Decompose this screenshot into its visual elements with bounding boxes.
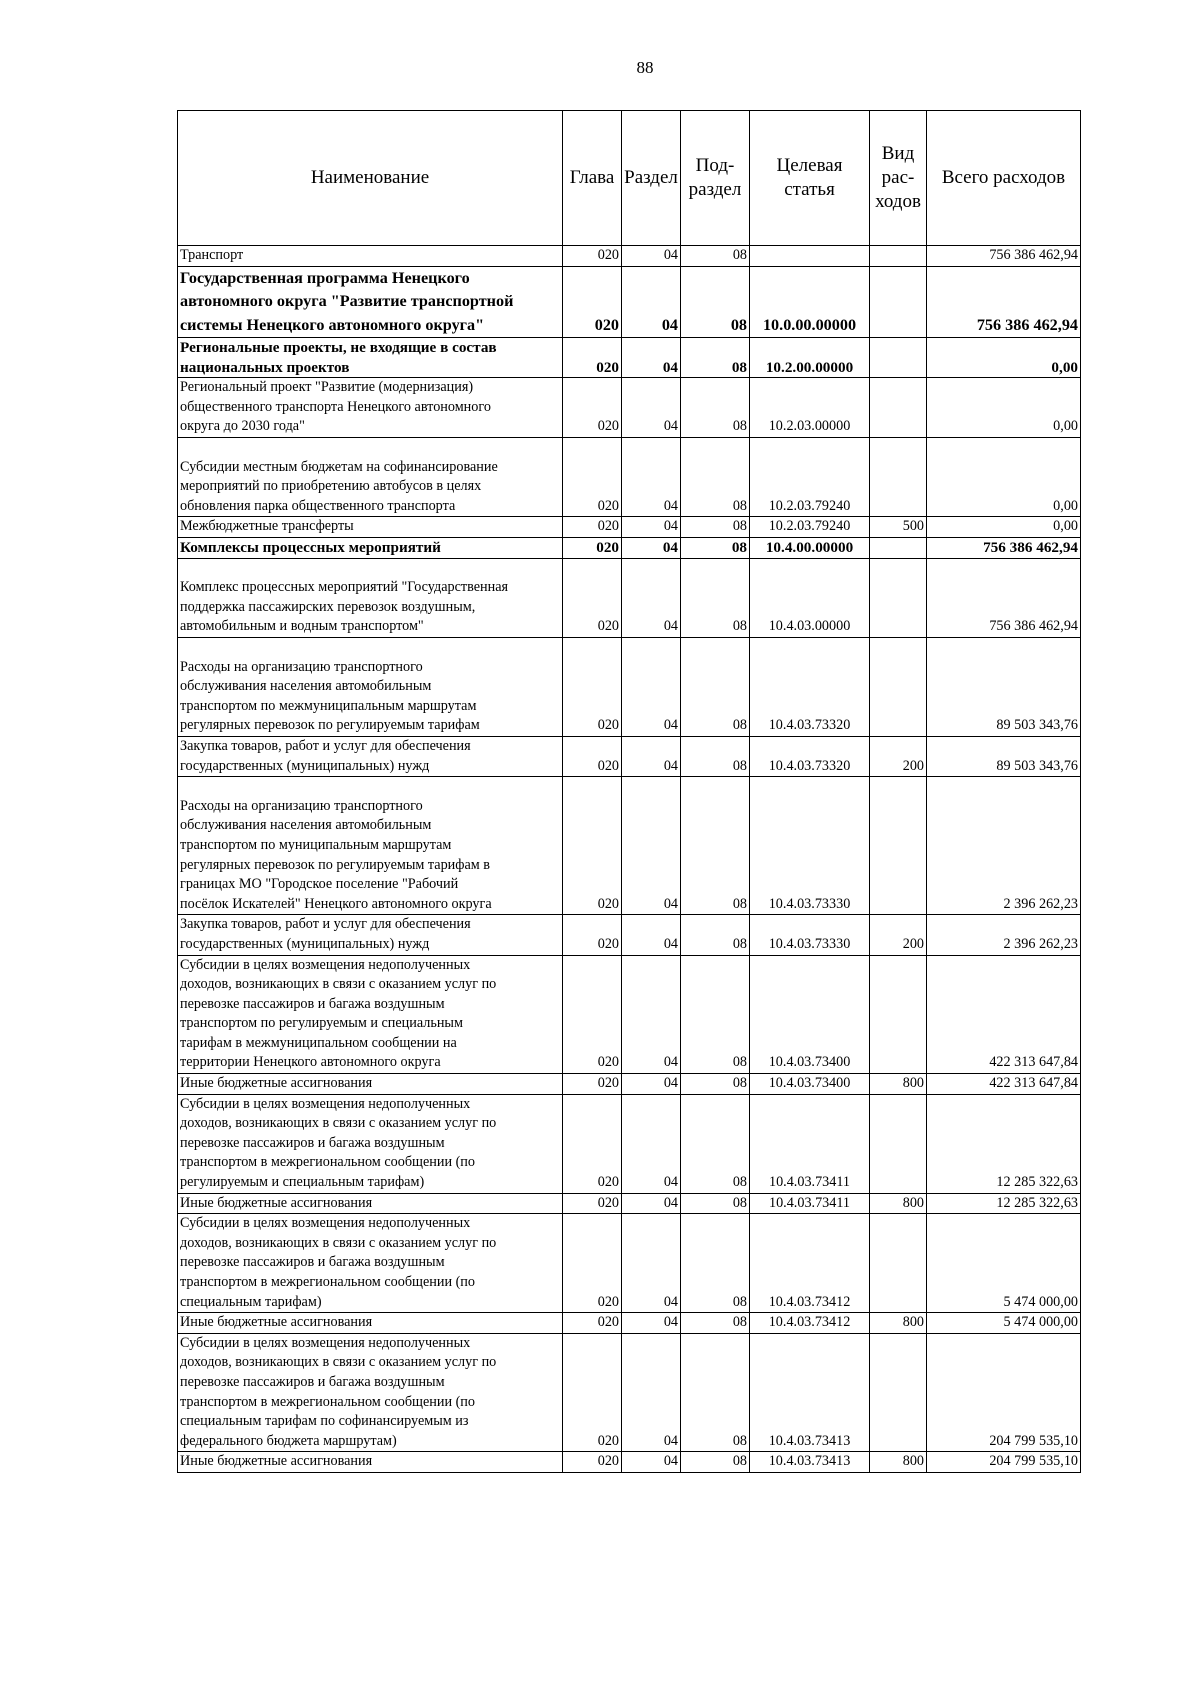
table-row — [178, 777, 1081, 915]
cell-statya: 10.2.00.00000 — [750, 338, 870, 378]
cell-glava: 020 — [563, 736, 622, 776]
header-vid-line: Вид — [881, 143, 915, 164]
cell-razdel: 04 — [622, 777, 681, 915]
table-row — [178, 1214, 1081, 1313]
cell-total: 0,00 — [927, 517, 1081, 538]
cell-vid — [870, 955, 927, 1074]
cell-total: 756 386 462,94 — [927, 538, 1081, 559]
header-name: Наименование — [178, 111, 563, 246]
cell-total: 89 503 343,76 — [927, 736, 1081, 776]
cell-statya: 10.4.03.73411 — [750, 1193, 870, 1214]
cell-vid — [870, 378, 927, 438]
header-podrazdel-line: раздел — [688, 179, 742, 200]
cell-vid — [870, 246, 927, 267]
cell-podrazdel: 08 — [681, 338, 750, 378]
table-row — [178, 955, 1081, 1074]
table-row — [178, 1074, 1081, 1095]
cell-statya: 10.4.03.73400 — [750, 1074, 870, 1095]
cell-statya: 10.4.03.73320 — [750, 736, 870, 776]
cell-podrazdel: 08 — [681, 777, 750, 915]
table-row — [178, 338, 1081, 378]
cell-name: Комплексы процессных мероприятий — [178, 538, 563, 559]
cell-vid: 500 — [870, 517, 927, 538]
table-row — [178, 1193, 1081, 1214]
cell-razdel: 04 — [622, 1452, 681, 1473]
cell-glava: 020 — [563, 955, 622, 1074]
cell-total: 422 313 647,84 — [927, 955, 1081, 1074]
cell-podrazdel: 08 — [681, 538, 750, 559]
cell-name: Субсидии местным бюджетам на софинансирование мероприятий по приобретению автобусов в целях обновления парка общественного транспорта — [178, 438, 563, 517]
table-row — [178, 915, 1081, 955]
cell-name: Межбюджетные трансферты — [178, 517, 563, 538]
cell-glava: 020 — [563, 538, 622, 559]
cell-podrazdel: 08 — [681, 915, 750, 955]
cell-vid — [870, 538, 927, 559]
cell-glava: 020 — [563, 517, 622, 538]
cell-statya: 10.4.03.73330 — [750, 915, 870, 955]
cell-vid — [870, 777, 927, 915]
table-row — [178, 736, 1081, 776]
cell-total: 89 503 343,76 — [927, 638, 1081, 737]
cell-podrazdel: 08 — [681, 638, 750, 737]
cell-podrazdel: 08 — [681, 955, 750, 1074]
table-row — [178, 517, 1081, 538]
cell-name: Иные бюджетные ассигнования — [178, 1193, 563, 1214]
table-row — [178, 1313, 1081, 1334]
cell-vid: 800 — [870, 1193, 927, 1214]
cell-total: 756 386 462,94 — [927, 246, 1081, 267]
cell-total: 756 386 462,94 — [927, 266, 1081, 338]
header-statya-line: Целевая — [776, 155, 843, 176]
cell-glava: 020 — [563, 246, 622, 267]
cell-razdel: 04 — [622, 438, 681, 517]
header-vid-line: рас- — [881, 167, 915, 188]
cell-razdel: 04 — [622, 378, 681, 438]
cell-name: Государственная программа Ненецкого автономного округа "Развитие транспортной системы Ненецкого автономного округа" — [178, 266, 563, 338]
cell-podrazdel: 08 — [681, 1452, 750, 1473]
cell-statya — [750, 246, 870, 267]
cell-total: 756 386 462,94 — [927, 558, 1081, 637]
cell-razdel: 04 — [622, 736, 681, 776]
header-row — [178, 111, 1081, 246]
cell-podrazdel: 08 — [681, 1333, 750, 1452]
cell-vid: 200 — [870, 915, 927, 955]
cell-name: Комплекс процессных мероприятий "Государственная поддержка пассажирских перевозок воздушным, автомобильным и водным транспортом" — [178, 558, 563, 637]
cell-razdel: 04 — [622, 538, 681, 559]
cell-statya: 10.4.03.73400 — [750, 955, 870, 1074]
cell-glava: 020 — [563, 266, 622, 338]
cell-total: 5 474 000,00 — [927, 1313, 1081, 1334]
cell-glava: 020 — [563, 1193, 622, 1214]
cell-glava: 020 — [563, 558, 622, 637]
cell-total: 0,00 — [927, 438, 1081, 517]
table-row — [178, 378, 1081, 438]
cell-statya: 10.2.03.79240 — [750, 517, 870, 538]
cell-glava: 020 — [563, 638, 622, 737]
cell-total: 2 396 262,23 — [927, 777, 1081, 915]
page-number: 88 — [636, 58, 654, 77]
table-row — [178, 266, 1081, 338]
cell-name: Расходы на организацию транспортного обслуживания населения автомобильным транспортом по муниципальным маршрутам регулярных перевозок по регулируемым тарифам в границах МО "Городское поселение "Рабочий посёлок Искателей" Ненецкого автономного округа — [178, 777, 563, 915]
cell-total: 422 313 647,84 — [927, 1074, 1081, 1095]
header-total: Всего расходов — [927, 111, 1081, 246]
table-row — [178, 438, 1081, 517]
header-statya — [750, 111, 870, 246]
cell-name: Закупка товаров, работ и услуг для обеспечения государственных (муниципальных) нужд — [178, 915, 563, 955]
cell-total: 2 396 262,23 — [927, 915, 1081, 955]
cell-statya: 10.4.03.73413 — [750, 1333, 870, 1452]
header-vid-line: ходов — [875, 191, 921, 212]
cell-vid: 200 — [870, 736, 927, 776]
cell-total: 12 285 322,63 — [927, 1094, 1081, 1193]
table-row — [178, 1452, 1081, 1473]
cell-podrazdel: 08 — [681, 736, 750, 776]
cell-name: Субсидии в целях возмещения недополученных доходов, возникающих в связи с оказанием услуг по перевозке пассажиров и багажа воздушным транспортом в межрегиональном сообщении (по регулируемым и специальным тарифам) — [178, 1094, 563, 1193]
cell-podrazdel: 08 — [681, 1094, 750, 1193]
cell-podrazdel: 08 — [681, 1313, 750, 1334]
cell-vid: 800 — [870, 1313, 927, 1334]
header-statya-line: статья — [784, 179, 835, 200]
cell-statya: 10.2.03.79240 — [750, 438, 870, 517]
cell-razdel: 04 — [622, 338, 681, 378]
cell-podrazdel: 08 — [681, 1193, 750, 1214]
cell-statya: 10.4.03.73330 — [750, 777, 870, 915]
header-podrazdel-line: Под- — [695, 155, 735, 176]
cell-glava: 020 — [563, 777, 622, 915]
cell-vid — [870, 1333, 927, 1452]
cell-vid — [870, 266, 927, 338]
cell-vid — [870, 438, 927, 517]
table-row — [178, 558, 1081, 637]
cell-name: Иные бюджетные ассигнования — [178, 1074, 563, 1095]
table-body — [178, 246, 1081, 1473]
cell-podrazdel: 08 — [681, 246, 750, 267]
cell-vid — [870, 1094, 927, 1193]
cell-vid — [870, 1214, 927, 1313]
cell-razdel: 04 — [622, 915, 681, 955]
header-razdel: Раздел — [622, 111, 681, 246]
cell-vid — [870, 558, 927, 637]
cell-razdel: 04 — [622, 1214, 681, 1313]
cell-statya: 10.4.03.73412 — [750, 1313, 870, 1334]
header-vid — [870, 111, 927, 246]
cell-name: Субсидии в целях возмещения недополученных доходов, возникающих в связи с оказанием услуг по перевозке пассажиров и багажа воздушным транспортом по регулируемым и специальным тарифам в межмуниципальном сообщении на территории Ненецкого автономного округа — [178, 955, 563, 1074]
cell-statya: 10.4.03.73413 — [750, 1452, 870, 1473]
cell-name: Транспорт — [178, 246, 563, 267]
cell-glava: 020 — [563, 1313, 622, 1334]
cell-razdel: 04 — [622, 517, 681, 538]
cell-total: 204 799 535,10 — [927, 1333, 1081, 1452]
table-row — [178, 1094, 1081, 1193]
table-row — [178, 246, 1081, 267]
cell-glava: 020 — [563, 1333, 622, 1452]
cell-razdel: 04 — [622, 246, 681, 267]
header-podrazdel — [681, 111, 750, 246]
cell-vid: 800 — [870, 1452, 927, 1473]
cell-razdel: 04 — [622, 1313, 681, 1334]
cell-name: Субсидии в целях возмещения недополученных доходов, возникающих в связи с оказанием услуг по перевозке пассажиров и багажа воздушным транспортом в межрегиональном сообщении (по специальным тарифам по софинансируемым из федерального бюджета маршрутам) — [178, 1333, 563, 1452]
cell-podrazdel: 08 — [681, 1074, 750, 1095]
cell-glava: 020 — [563, 1074, 622, 1095]
cell-statya: 10.4.03.00000 — [750, 558, 870, 637]
cell-razdel: 04 — [622, 558, 681, 637]
cell-razdel: 04 — [622, 1074, 681, 1095]
cell-podrazdel: 08 — [681, 1214, 750, 1313]
cell-podrazdel: 08 — [681, 378, 750, 438]
cell-vid: 800 — [870, 1074, 927, 1095]
cell-name: Иные бюджетные ассигнования — [178, 1452, 563, 1473]
budget-table — [177, 110, 1081, 1473]
cell-total: 0,00 — [927, 378, 1081, 438]
cell-glava: 020 — [563, 438, 622, 517]
cell-glava: 020 — [563, 1094, 622, 1193]
cell-razdel: 04 — [622, 638, 681, 737]
cell-podrazdel: 08 — [681, 517, 750, 538]
cell-total: 0,00 — [927, 338, 1081, 378]
cell-razdel: 04 — [622, 955, 681, 1074]
cell-glava: 020 — [563, 378, 622, 438]
cell-glava: 020 — [563, 1214, 622, 1313]
table-row — [178, 538, 1081, 559]
cell-total: 12 285 322,63 — [927, 1193, 1081, 1214]
cell-podrazdel: 08 — [681, 266, 750, 338]
cell-podrazdel: 08 — [681, 438, 750, 517]
cell-name: Расходы на организацию транспортного обслуживания населения автомобильным транспортом по межмуниципальным маршрутам регулярных перевозок по регулируемым тарифам — [178, 638, 563, 737]
cell-statya: 10.4.03.73412 — [750, 1214, 870, 1313]
cell-razdel: 04 — [622, 266, 681, 338]
cell-name: Закупка товаров, работ и услуг для обеспечения государственных (муниципальных) нужд — [178, 736, 563, 776]
table-row — [178, 638, 1081, 737]
cell-name: Региональный проект "Развитие (модернизация) общественного транспорта Ненецкого автономного округа до 2030 года" — [178, 378, 563, 438]
cell-glava: 020 — [563, 338, 622, 378]
cell-total: 5 474 000,00 — [927, 1214, 1081, 1313]
cell-podrazdel: 08 — [681, 558, 750, 637]
cell-glava: 020 — [563, 1452, 622, 1473]
cell-vid — [870, 338, 927, 378]
cell-name: Региональные проекты, не входящие в состав национальных проектов — [178, 338, 563, 378]
cell-name: Иные бюджетные ассигнования — [178, 1313, 563, 1334]
cell-statya: 10.4.03.73411 — [750, 1094, 870, 1193]
cell-statya: 10.2.03.00000 — [750, 378, 870, 438]
cell-glava: 020 — [563, 915, 622, 955]
cell-statya: 10.4.03.73320 — [750, 638, 870, 737]
cell-razdel: 04 — [622, 1094, 681, 1193]
cell-name: Субсидии в целях возмещения недополученных доходов, возникающих в связи с оказанием услуг по перевозке пассажиров и багажа воздушным транспортом в межрегиональном сообщении (по специальным тарифам) — [178, 1214, 563, 1313]
cell-statya: 10.0.00.00000 — [750, 266, 870, 338]
cell-statya: 10.4.00.00000 — [750, 538, 870, 559]
cell-total: 204 799 535,10 — [927, 1452, 1081, 1473]
cell-razdel: 04 — [622, 1193, 681, 1214]
cell-vid — [870, 638, 927, 737]
table-row — [178, 1333, 1081, 1452]
cell-razdel: 04 — [622, 1333, 681, 1452]
header-glava: Глава — [563, 111, 622, 246]
